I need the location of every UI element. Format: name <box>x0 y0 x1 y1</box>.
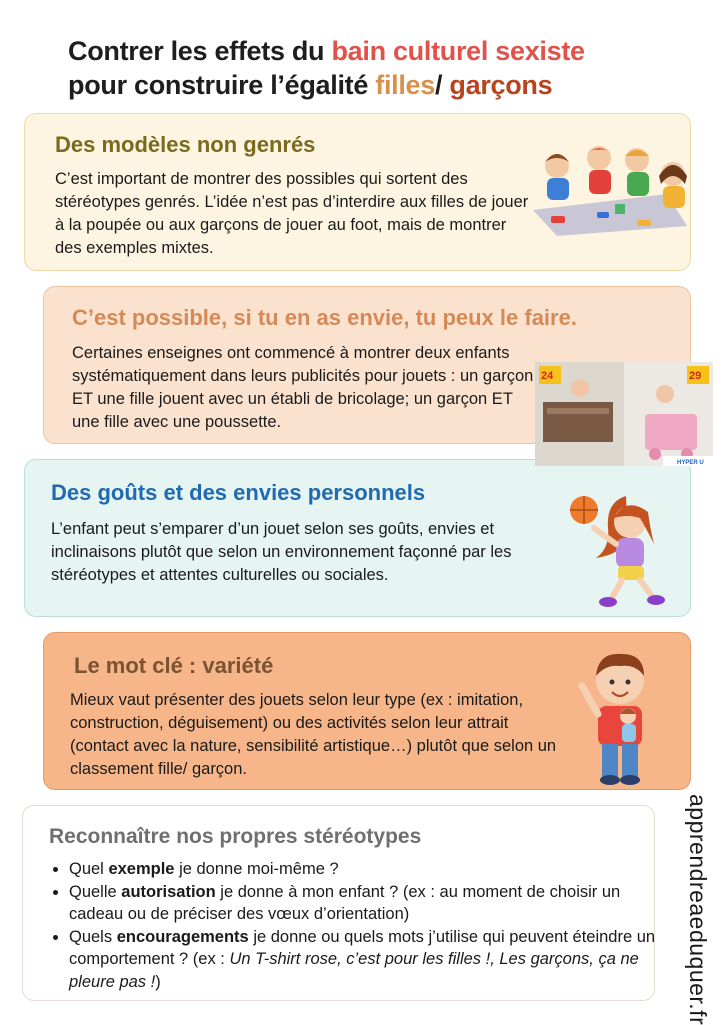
title-line-2 <box>68 68 688 102</box>
section-text: L’enfant peut s’emparer d’un jouet selon ses goûts, envies et inclinaisons plutôt que selon un environnement façonné par les stéréotypes et attentes culturelles ou sociales. <box>51 520 512 584</box>
section-heading: Des modèles non genrés <box>55 132 316 157</box>
title-highlight-girls: filles <box>375 70 435 100</box>
title-text-2: pour construire l’égalité <box>68 70 376 100</box>
page-title <box>68 34 688 102</box>
section-card-stereotypes <box>22 805 655 1001</box>
ad-price-right: 29 <box>689 370 702 382</box>
title-text: Contrer les effets du <box>68 36 332 66</box>
girl-basketball-illustration <box>566 488 678 612</box>
section-text: Certaines enseignes ont commencé à montrer deux enfants systématiquement dans leurs publicités pour jouets : un garçon ET une fille jouent avec un établi de bricolage; un garçon ET une fille avec une poussette. <box>72 344 534 431</box>
section-text: Mieux vaut présenter des jouets selon leur type (ex : imitation, construction, déguisement) ou des activités selon leur attrait (contact avec la nature, sensibilité artistique…) plutôt que selon un classement fille/ garçon. <box>70 691 557 778</box>
boy-with-doll-illustration <box>576 650 662 786</box>
title-highlight-boys: garçons <box>449 70 553 100</box>
section-heading: Reconnaître nos propres stéréotypes <box>49 825 422 848</box>
title-highlight-sexist: bain culturel sexiste <box>331 36 585 66</box>
question-list <box>49 858 659 993</box>
section-heading: Des goûts et des envies personnels <box>51 480 426 505</box>
list-item: • Quelle autorisation je donne à mon enfant ? (ex : au moment de choisir un cadeau ou de préciser des vœux d’orientation) <box>69 881 659 926</box>
list-item: • Quel exemple je donne moi-même ? <box>69 858 659 881</box>
website-url: apprendreaeduquer.fr <box>685 794 711 1025</box>
ad-brand: HYPER U <box>677 460 704 466</box>
section-heading: Le mot clé : variété <box>74 653 274 678</box>
list-item: • Quels encouragements je donne ou quels mots j’utilise qui peuvent éteindre un comportement ? (ex : Un T-shirt rose, c’est pour les filles !, Les garçons, ça ne pleure pas !) <box>69 926 659 994</box>
section-heading: C’est possible, si tu en as envie, tu peux le faire. <box>72 305 577 330</box>
title-line-1 <box>68 34 688 68</box>
title-separator: / <box>435 70 450 100</box>
children-playing-illustration <box>527 140 691 236</box>
toy-advert-photo <box>535 362 713 466</box>
ad-price-left: 24 <box>541 370 554 382</box>
section-text: C’est important de montrer des possibles qui sortent des stéréotypes genrés. L’idée n’est pas d’interdire aux filles de jouer à la poupée ou aux garçons de jouer au foot, mais de montrer des exemples mixtes. <box>55 170 529 257</box>
